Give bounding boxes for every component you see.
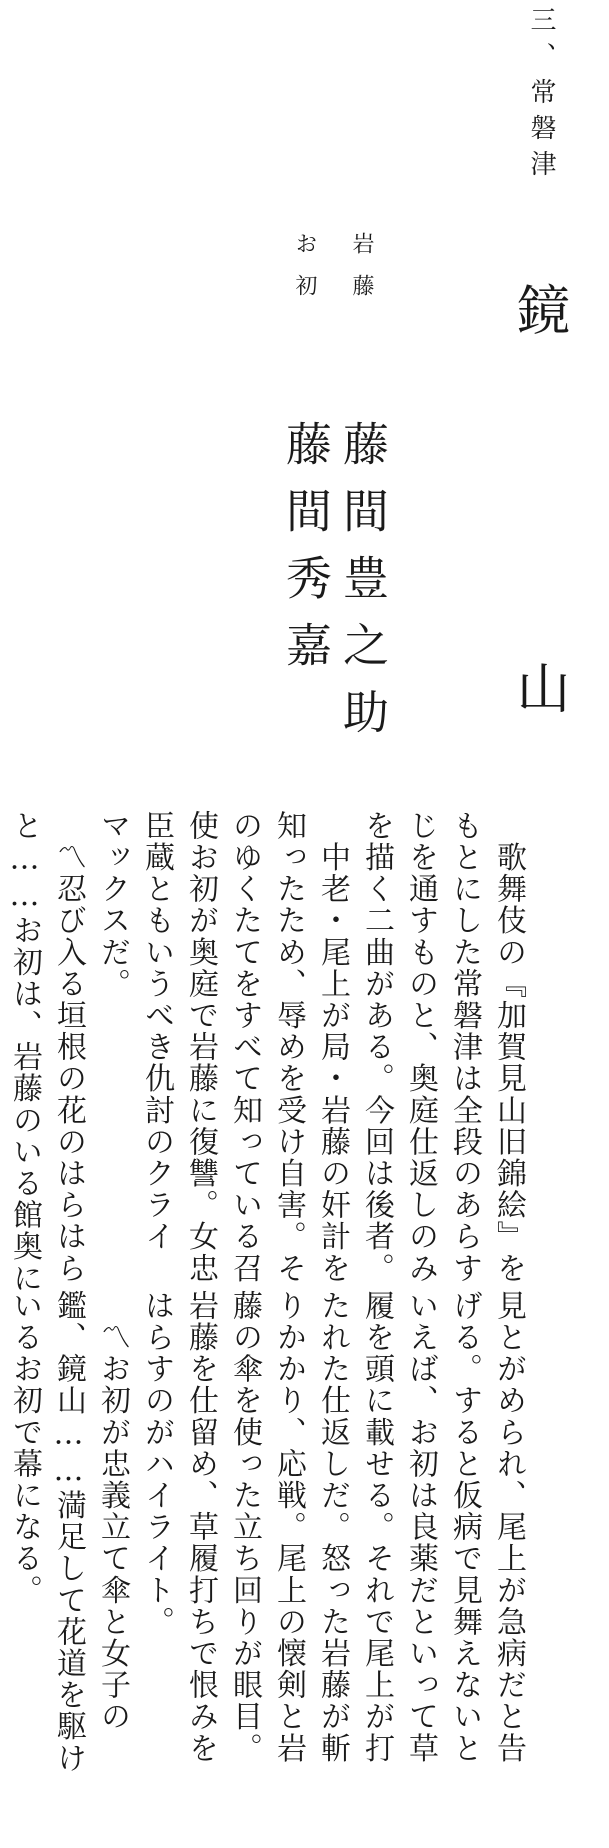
text-column: マックスだ。 bbox=[95, 810, 130, 1000]
cast-performer-iwafuji: 藤間豊之助 bbox=[336, 420, 390, 755]
text-column: いえば、お初は良薬だといって草 bbox=[403, 1290, 438, 1764]
text-column: 見とがめられ、尾上が急病だと告 bbox=[491, 1290, 526, 1764]
cast-performer-ohatsu: 藤間秀嘉 bbox=[279, 420, 333, 688]
text-column: りかかり、応戦。尾上の懐剣と岩 bbox=[271, 1290, 306, 1764]
text-column: と……お初は、岩藤のいる館奥に bbox=[7, 810, 42, 1294]
text-column: たれた仕返しだ。怒った岩藤が斬 bbox=[315, 1290, 350, 1764]
cast-role-iwafuji: 岩藤 bbox=[349, 232, 374, 316]
text-column: はらすのがハイライト。 bbox=[139, 1290, 174, 1638]
text-column: 履を頭に載せる。それで尾上が打 bbox=[359, 1290, 394, 1764]
text-column: 臣蔵ともいうべき仇討のクライ bbox=[139, 810, 174, 1253]
text-column: 〽お初が忠義立て傘と女子の bbox=[95, 1290, 130, 1733]
text-column: のゆくたてをすべて知っている召 bbox=[227, 810, 262, 1284]
text-column: 岩藤を仕留め、草履打ちで恨みを bbox=[183, 1290, 218, 1764]
text-column: 藤の傘を使った立ち回りが眼目。 bbox=[227, 1290, 262, 1764]
text-column: 知ったため、辱めを受け自害。そ bbox=[271, 810, 306, 1284]
text-column: じを通すものと、奥庭仕返しのみ bbox=[403, 810, 438, 1284]
cast-role-ohatsu: お初 bbox=[292, 232, 317, 316]
text-column: いるお初で幕になる。 bbox=[7, 1290, 42, 1606]
text-column: 〽忍び入る垣根の花のはらはら bbox=[51, 810, 86, 1284]
title-second-char: 山 bbox=[508, 660, 571, 714]
title-first-char: 鏡 bbox=[508, 282, 571, 336]
text-column: 使お初が奥庭で岩藤に復讐。女忠 bbox=[183, 810, 218, 1284]
section-label: 三、常磐津 bbox=[526, 6, 556, 186]
text-column bbox=[0, 810, 2, 1270]
text-column: 鑑、鏡山……満足して花道を駆け bbox=[51, 1290, 86, 1774]
text-column: 中老・尾上が局・岩藤の奸計を bbox=[315, 810, 350, 1284]
text-column: を描く二曲がある。今回は後者。 bbox=[359, 810, 394, 1284]
body-text-block-lower bbox=[7, 1290, 530, 1800]
text-column: もとにした常磐津は全段のあらす bbox=[447, 810, 482, 1284]
body-text-block-upper bbox=[0, 810, 530, 1294]
text-column: げる。すると仮病で見舞えないと bbox=[447, 1290, 482, 1764]
text-column: 歌舞伎の『加賀見山旧錦絵』を bbox=[491, 810, 526, 1284]
